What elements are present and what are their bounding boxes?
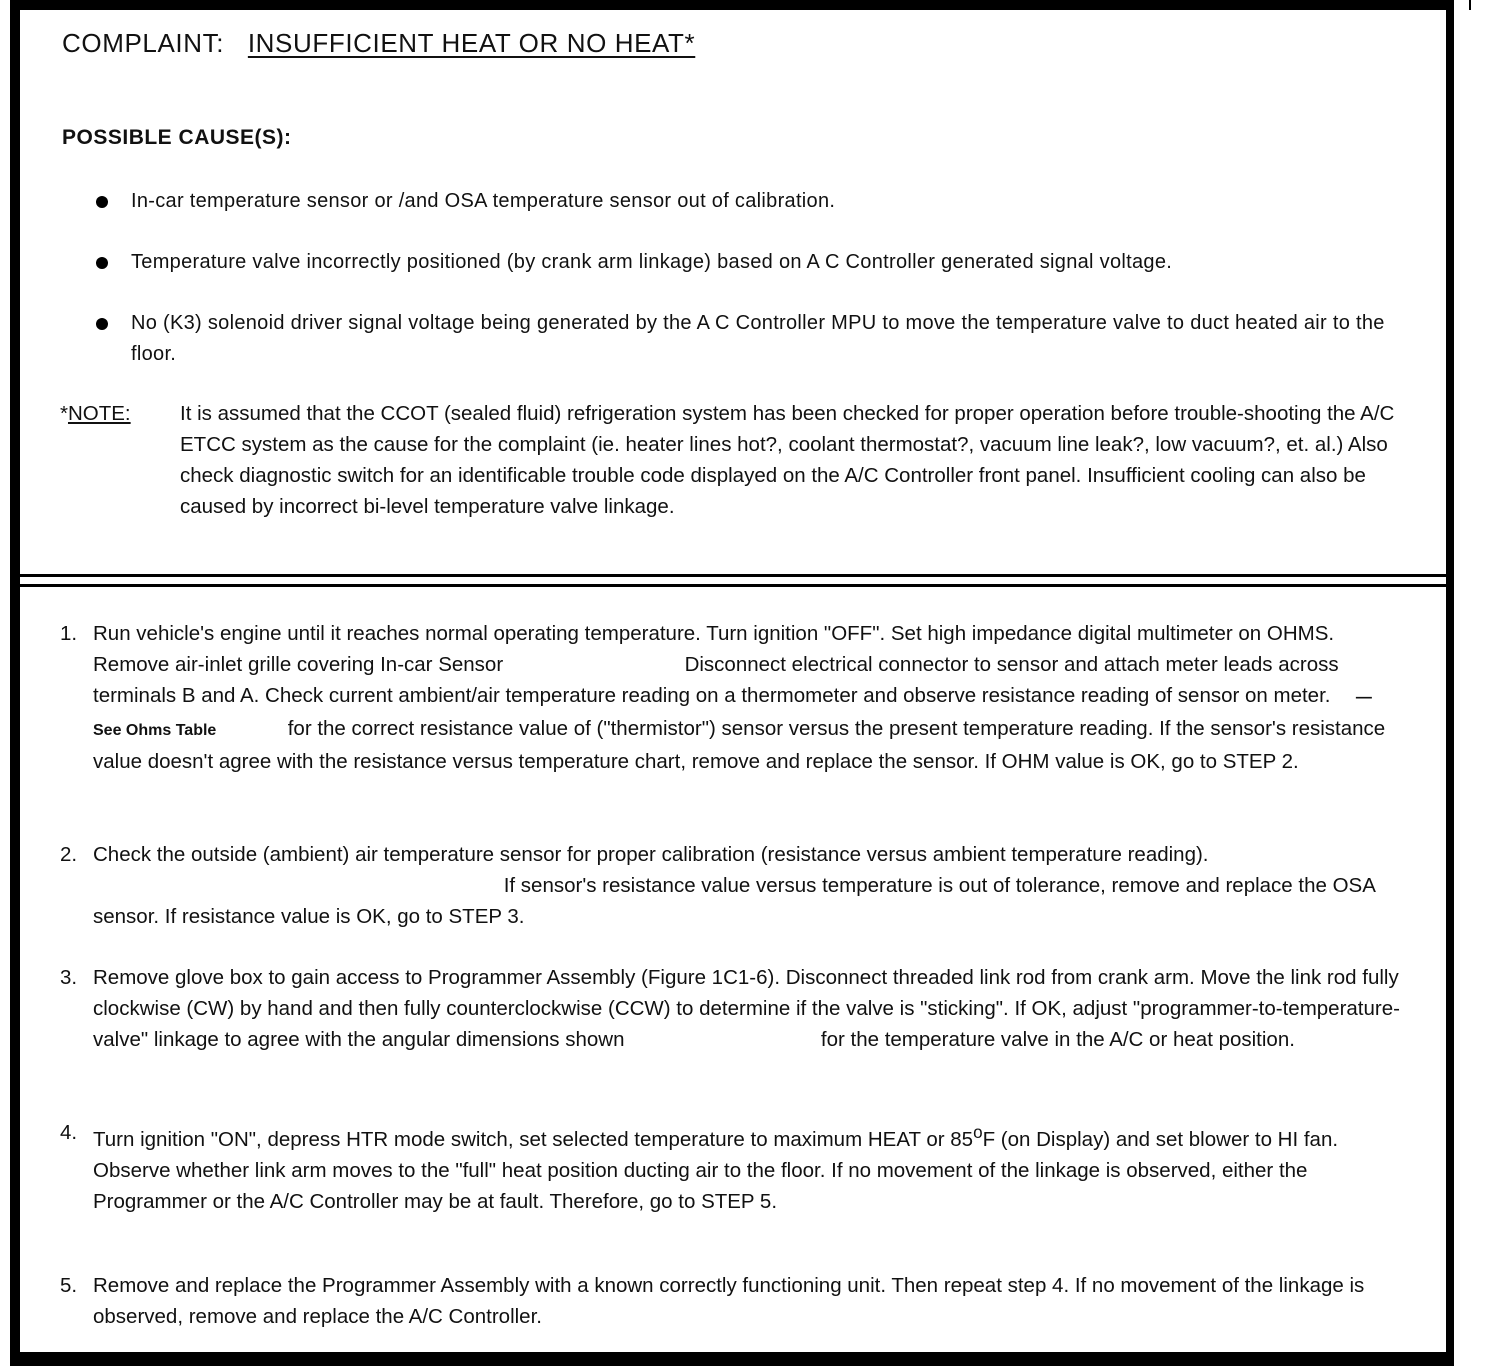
step-text: Remove and replace the Programmer Assembly with a known correctly functioning unit. Then repeat step 4. If no movement of the linkage is observed, remove and replace the A/C Controller. [93, 1274, 1365, 1328]
cause-text: No (K3) solenoid driver signal voltage being generated by the A C Controller MPU to move the temperature valve to duct heated air to the floor. [131, 312, 1385, 365]
bullet-icon [96, 257, 108, 269]
step-text-part2: If sensor's resistance value versus temperature is out of tolerance, remove and replace the OSA sensor. If resistance value is OK, go to STEP 3. [93, 874, 1375, 928]
possible-causes-heading: POSSIBLE CAUSE(S): [62, 126, 292, 149]
step-4 [60, 1117, 1400, 1217]
note-asterisk: * [60, 402, 68, 425]
step-text [93, 839, 1400, 932]
step-text [93, 962, 1400, 1055]
step-text [93, 618, 1400, 777]
cause-item [96, 308, 1416, 370]
step-number: 5. [60, 1274, 78, 1297]
section-divider-bottom [18, 584, 1448, 587]
step-text-part1: Turn ignition "ON", depress HTR mode switch, set selected temperature to maximum HEAT or 85 [93, 1127, 974, 1151]
complaint-subject: INSUFFICIENT HEAT OR NO HEAT* [247, 28, 696, 58]
cause-text: Temperature valve incorrectly positioned (by crank arm linkage) based on A C Controller generated signal voltage. [131, 251, 1173, 273]
step-text-part1: Remove glove box to gain access to Programmer Assembly (Figure 1C1-6). Disconnect threaded link rod from crank arm. Move the link rod fully clockwise (CW) by hand and then fully counterclockwise (CCW) to determine if the valve is "sticking". If OK, adjust "programmer-to-temperature-valve" linkage to agree with the angular dimensions shown [93, 966, 1400, 1051]
note-block [60, 398, 1420, 522]
step-1 [60, 618, 1400, 777]
step-number: 1. [60, 622, 78, 645]
step-3 [60, 962, 1400, 1055]
complaint-title [62, 28, 695, 59]
note-text: It is assumed that the CCOT (sealed fluid) refrigeration system has been checked for proper operation before trouble-shooting the A/C ETCC system as the cause for the complaint (ie. heater lines hot?, coolant thermostat?, vacuum line leak?, low vacuum?, et. al.) Also check diagnostic switch for an identificable trouble code displayed on the A/C Controller front panel. Insufficient cooling can also be caused by incorrect bi-level temperature valve linkage. [180, 402, 1395, 518]
step-number: 4. [60, 1121, 78, 1144]
section-divider-top [18, 574, 1448, 577]
bullet-icon [96, 196, 108, 208]
step-number: 2. [60, 843, 78, 866]
bullet-icon [96, 318, 108, 330]
degree-mark: o [973, 1123, 983, 1142]
complaint-label: COMPLAINT: [62, 28, 225, 58]
edge-mark [1469, 0, 1471, 10]
step-text-part1: Run vehicle's engine until it reaches normal operating temperature. Turn ignition "OFF". Set high impedance digital multimeter on OHMS. Remove air-inlet grille covering In-car Sensor [93, 622, 1335, 676]
step-text-part2: for the temperature valve in the A/C or heat position. [820, 1028, 1295, 1051]
step-text-part2: F (on Display) and set blower to HI fan. Observe whether link arm moves to the "full" heat position ducting air to the floor. If no movement of the linkage is observed, either the Programmer or the A/C Controller may be at fault. Therefore, go to STEP 5. [93, 1127, 1339, 1213]
step-text-part2: Disconnect electrical connector to sensor and attach meter leads across terminals B and A. Check current ambient/air temperature reading on a thermometer and observe resistance reading of sensor on meter. [93, 653, 1339, 707]
note-label-text: NOTE: [67, 402, 131, 425]
step-5 [60, 1270, 1400, 1332]
step-text [93, 1117, 1400, 1217]
cause-text: In-car temperature sensor or /and OSA temperature sensor out of calibration. [131, 190, 836, 212]
step-number: 3. [60, 966, 78, 989]
note-label [60, 398, 131, 429]
step-2 [60, 839, 1400, 932]
step-text-part1: Check the outside (ambient) air temperature sensor for proper calibration (resistance versus ambient temperature reading). [93, 843, 1209, 866]
step-text-part3: for the correct resistance value of ("thermistor") sensor versus the present temperature reading. If the sensor's resistance value doesn't agree with the resistance versus temperature chart, remove and replace the sensor. If OHM value is OK, go to STEP 2. [93, 717, 1386, 773]
cause-item [96, 247, 1416, 278]
ohms-table-reference: —See Ohms Table [93, 689, 1372, 739]
cause-item [96, 186, 1416, 217]
